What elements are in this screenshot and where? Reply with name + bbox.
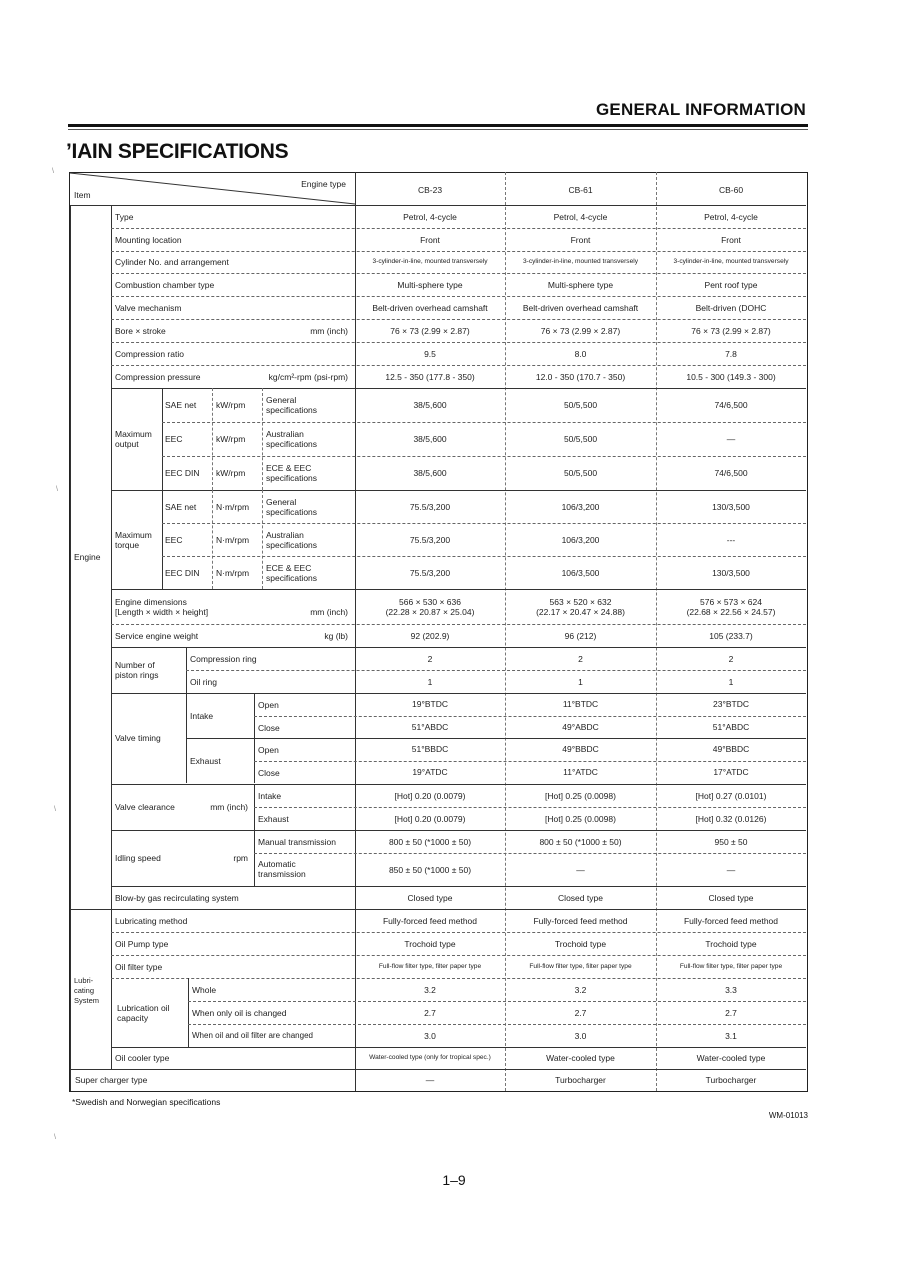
max-torque-spec: ECE & EEC [266,563,312,573]
max-torque-spec: specifications [266,507,318,517]
valve-timing-value: 49°BBDC [562,744,599,754]
valve-timing-value: 51°ABDC [712,722,750,732]
lub_method-value: Fully-forced feed method [382,916,478,926]
lub_method-label: Lubricating method [115,916,188,926]
comp_pressure-unit: kg/cm²-rpm (psi-rpm) [268,372,348,382]
row-divider [111,886,806,887]
valve-timing-value: 17°ATDC [713,767,749,777]
lubricating-system-group-label: cating [74,986,95,995]
row-divider [254,807,806,808]
lub-capacity-value: 3.2 [574,985,587,995]
row-divider [186,738,806,739]
valve-clearance-type: Intake [258,791,282,801]
max-torque-value: --- [726,535,736,545]
engine_dim-value: 563 × 520 × 632 [549,597,612,607]
valve_mech-label: Valve mechanism [115,303,182,313]
valve-timing-value: 19°ATDC [412,767,448,777]
oil_filter-value: Full-flow filter type, filter paper type [378,963,482,970]
row-divider [254,853,806,854]
row-divider [111,830,806,831]
valve-clearance-label: Valve clearance [115,802,175,812]
row-divider [186,670,806,671]
row-divider [111,647,806,648]
oil_pump-value: Trochoid type [554,939,607,949]
engine_dim-value: 576 × 573 × 624 [700,597,762,607]
document-code: WM-01013 [768,1111,808,1120]
max-torque-value: 75.5/3,200 [409,535,451,545]
max-output-value: 38/5,600 [413,400,447,410]
max-output-value: 50/5,500 [563,468,598,478]
max-torque-label: torque [115,540,140,550]
max-torque-spec: specifications [266,573,318,583]
comp_pressure-value: 12.0 - 350 (170.7 - 350) [535,372,626,382]
max-output-unit: kW/rpm [216,400,246,410]
max-torque-standard: SAE net [165,502,197,512]
engine_dim-label: [Length × width × height] [115,607,209,617]
bore-value: 76 × 73 (2.99 × 2.87) [540,326,621,336]
blowby-value: Closed type [407,893,453,903]
engine_dim-unit: mm (inch) [310,607,348,617]
column-divider [162,388,163,490]
scan-mark-icon: \ [52,168,54,175]
max-output-value: 74/6,500 [714,468,748,478]
max-output-spec: specifications [266,405,318,415]
footnote: *Swedish and Norwegian specifications [72,1097,221,1107]
comp_pressure-label: Compression pressure [115,372,201,382]
row-divider [111,228,806,229]
row-divider [111,784,806,785]
engine_dim-value: (22.68 × 22.56 × 24.57) [686,607,776,617]
max-torque-spec: Australian [266,530,304,540]
lub-capacity-value: 2.7 [725,1008,737,1018]
max-torque-spec: General [266,497,297,507]
mounting-value: Front [570,235,591,245]
comp_ratio-value: 8.0 [574,349,587,359]
valve-timing-value: 11°BTDC [562,699,599,709]
engine_dim-label: Engine dimensions [115,597,187,607]
valve-clearance-value: [Hot] 0.27 (0.0101) [695,791,767,801]
oil_cooler-label: Oil cooler type [115,1053,170,1063]
comp_pressure-value: 10.5 - 300 (149.3 - 300) [686,372,776,382]
row-divider [111,490,806,491]
valve-timing-value: 49°BBDC [712,744,750,754]
valve-clearance-value: [Hot] 0.25 (0.0098) [545,791,616,801]
row-divider [111,251,806,252]
weight-value: 105 (233.7) [709,631,753,641]
section-header: GENERAL INFORMATION [596,100,806,119]
valve-timing-value: 49°ABDC [562,722,599,732]
chamber-value: Pent roof type [704,280,758,290]
bore-value: 76 × 73 (2.99 × 2.87) [390,326,470,336]
supercharger-value: — [425,1075,435,1085]
max-torque-value: 106/3,500 [561,568,600,578]
lub-capacity-label: Lubrication oil [117,1003,170,1013]
idling-speed-unit: rpm [233,853,248,863]
cylinder-value: 3-cylinder-in-line, mounted transversely [673,258,789,265]
piston-rings-label: Number of [115,660,155,670]
chamber-value: Multi-sphere type [547,280,614,290]
lub-capacity-value: 3.2 [424,985,436,995]
row-divider [111,273,806,274]
valve-clearance-value: [Hot] 0.25 (0.0098) [545,814,616,824]
valve-timing-value: 51°ABDC [411,722,449,732]
oil_cooler-value: Water-cooled type [696,1053,766,1063]
valve-clearance-value: [Hot] 0.20 (0.0079) [394,814,466,824]
piston-ring-value: 2 [578,654,583,664]
max-output-spec: ECE & EEC [266,463,312,473]
max-torque-value: 130/3,500 [712,568,750,578]
lub_method-value: Fully-forced feed method [533,916,628,926]
row-divider [70,1069,111,1070]
piston-ring-value: 2 [728,654,734,664]
lubricating-system-group-label: Lubri- [74,976,94,985]
max-torque-value: 75.5/3,200 [409,568,451,578]
column-divider [111,205,112,1069]
oil_filter-label: Oil filter type [115,962,163,972]
piston-ring-value: 2 [427,654,433,664]
piston-ring-value: 1 [578,677,583,687]
max-output-label: output [115,439,139,449]
mounting-value: Front [420,235,440,245]
idling-transmission: Manual transmission [258,837,336,847]
lubricating-system-group-label: System [74,996,100,1005]
max-output-value: 74/6,500 [714,400,748,410]
row-divider [70,909,111,910]
max-torque-standard: EEC [165,535,183,545]
lub-capacity-condition: When oil and oil filter are changed [192,1031,313,1040]
comp_ratio-value: 9.5 [424,349,436,359]
oil_filter-value: Full-flow filter type, filter paper type [529,963,632,970]
row-divider [188,1001,806,1002]
column-divider [262,388,263,490]
oil_pump-value: Trochoid type [404,939,456,949]
mounting-label: Mounting location [115,235,182,245]
row-divider [111,932,806,933]
row-divider [111,1069,806,1070]
max-output-spec: specifications [266,439,318,449]
blowby-label: Blow-by gas recirculating system [115,893,239,903]
idling-value: — [576,865,585,875]
page-title: ’IAIN SPECIFICATIONS [66,140,289,163]
comp_ratio-value: 7.8 [725,349,737,359]
weight-label: Service engine weight [115,631,199,641]
engine-group-label: Engine [74,552,101,562]
row-divider [162,556,806,557]
max-torque-unit: N·m/rpm [216,535,250,545]
valve-clearance-unit: mm (inch) [210,802,248,812]
lub-capacity-value: 2.7 [574,1008,587,1018]
supercharger-label: Super charger type [75,1075,148,1085]
header-rule [68,124,808,127]
max-output-value: 50/5,500 [563,434,598,444]
model-header: CB-23 [417,185,443,195]
max-torque-unit: N·m/rpm [216,502,250,512]
valve-timing-value: 23°BTDC [713,699,749,709]
weight-unit: kg (lb) [324,631,348,641]
engine_dim-value: 566 × 530 × 636 [399,597,461,607]
mounting-value: Front [721,235,741,245]
column-divider [212,490,213,589]
cylinder-value: 3-cylinder-in-line, mounted transversely [522,258,639,265]
valve-timing-value: 19°BTDC [412,699,448,709]
lub-capacity-value: 3.3 [725,985,737,995]
valve_mech-value: Belt-driven (DOHC [695,303,767,313]
type-label: Type [115,212,134,222]
type-value: Petrol, 4-cycle [403,212,457,222]
blowby-value: Closed type [558,893,603,903]
lub-capacity-value: 3.1 [725,1031,737,1041]
oil_pump-label: Oil Pump type [115,939,169,949]
max-output-standard: EEC [165,434,183,444]
row-divider [188,1024,806,1025]
idling-value: 800 ± 50 (*1000 ± 50) [539,837,622,847]
row-divider [162,523,806,524]
idling-transmission: Automatic [258,859,296,869]
max-torque-unit: N·m/rpm [216,568,250,578]
idling-speed-label: Idling speed [115,853,161,863]
bore-unit: mm (inch) [310,326,348,336]
max-torque-spec: specifications [266,540,318,550]
max-output-value: 38/5,600 [413,434,447,444]
valve-timing-event: Close [258,723,280,733]
max-output-standard: SAE net [165,400,197,410]
valve-timing-event: Open [258,745,279,755]
cylinder-value: 3-cylinder-in-line, mounted transversely [372,258,488,265]
engine_dim-value: (22.28 × 20.87 × 25.04) [385,607,475,617]
lub-capacity-value: 2.7 [424,1008,436,1018]
header-rule-thin [68,129,808,130]
max-output-spec: General [266,395,297,405]
page-number: 1–9 [442,1172,466,1188]
max-output-spec: Australian [266,429,304,439]
row-divider [111,365,806,366]
max-output-label: Maximum [115,429,152,439]
lub-capacity-condition: Whole [192,985,217,995]
max-output-standard: EEC DIN [165,468,200,478]
row-divider [254,761,806,762]
type-value: Petrol, 4-cycle [553,212,608,222]
piston-ring-value: 1 [427,677,433,687]
valve-clearance-value: [Hot] 0.20 (0.0079) [394,791,466,801]
valve-clearance-value: [Hot] 0.32 (0.0126) [695,814,767,824]
chamber-label: Combustion chamber type [115,280,215,290]
bore-label: Bore × stroke [115,326,166,336]
row-divider [111,955,806,956]
max-output-spec: specifications [266,473,318,483]
row-divider [111,978,806,979]
max-output-unit: kW/rpm [216,468,246,478]
oil_cooler-value: Water-cooled type (only for tropical spec.) [369,1054,491,1061]
idling-value: — [726,865,736,875]
max-torque-value: 106/3,200 [561,502,600,512]
idling-value: 850 ± 50 (*1000 ± 50) [388,865,472,875]
column-divider [262,490,263,589]
oil_filter-value: Full-flow filter type, filter paper type [679,963,783,970]
scan-mark-icon: \ [54,806,56,813]
comp_pressure-value: 12.5 - 350 (177.8 - 350) [385,372,475,382]
lub_method-value: Fully-forced feed method [683,916,779,926]
row-divider [162,456,806,457]
valve-timing-event: Open [258,700,279,710]
model-header: CB-60 [718,185,744,195]
row-divider [111,589,806,590]
header-engine-type: Engine type [301,179,346,189]
idling-transmission: transmission [258,869,306,879]
supercharger-value: Turbocharger [705,1075,757,1085]
engine_dim-value: (22.17 × 20.47 × 24.88) [536,607,625,617]
piston-ring-value: 1 [728,677,734,687]
max-output-value: — [726,434,736,444]
model-header: CB-61 [568,185,593,195]
column-divider [254,830,255,886]
type-value: Petrol, 4-cycle [704,212,758,222]
row-divider [111,624,806,625]
oil_pump-value: Trochoid type [705,939,757,949]
scan-mark-icon: \ [54,1134,56,1141]
row-divider [111,909,806,910]
valve-timing-value: 11°ATDC [563,767,598,777]
lub-capacity-value: 3.0 [424,1031,436,1041]
piston-rings-label: piston rings [115,670,159,680]
valve-timing-intake: Intake [190,710,214,721]
row-divider [111,319,806,320]
comp_ratio-label: Compression ratio [115,349,184,359]
oil_cooler-value: Water-cooled type [546,1053,615,1063]
column-divider [212,388,213,490]
row-divider [162,422,806,423]
max-torque-standard: EEC DIN [165,568,200,578]
weight-value: 92 (202.9) [410,631,450,641]
column-divider [188,978,189,1047]
header-item: Item [74,190,91,200]
scan-mark-icon: \ [56,486,58,493]
max-output-value: 50/5,500 [563,400,598,410]
header-diagonal [70,172,356,206]
row-divider [111,296,806,297]
row-divider [111,693,806,694]
lub-capacity-condition: When only oil is changed [192,1008,287,1018]
weight-value: 96 (212) [564,631,597,641]
valve-timing-event: Close [258,768,280,778]
valve_mech-value: Belt-driven overhead camshaft [522,303,639,313]
piston-ring-type: Oil ring [190,677,217,687]
lub-capacity-value: 3.0 [574,1031,587,1041]
column-divider [162,490,163,589]
row-divider [111,1047,806,1048]
valve-timing-exhaust: Exhaust [190,755,221,766]
column-divider [70,205,71,1091]
bore-value: 76 × 73 (2.99 × 2.87) [691,326,771,336]
cylinder-label: Cylinder No. and arrangement [115,257,229,267]
row-divider [111,388,806,389]
valve-clearance-type: Exhaust [258,814,289,824]
max-torque-label: Maximum [115,530,152,540]
row-divider [111,342,806,343]
piston-ring-type: Compression ring [190,654,257,664]
chamber-value: Multi-sphere type [397,280,463,290]
valve-timing-label: Valve timing [115,733,161,743]
max-torque-value: 75.5/3,200 [409,502,451,512]
idling-value: 800 ± 50 (*1000 ± 50) [388,837,472,847]
max-torque-value: 130/3,500 [712,502,750,512]
supercharger-value: Turbocharger [555,1075,606,1085]
idling-value: 950 ± 50 [714,837,748,847]
valve_mech-value: Belt-driven overhead camshaft [372,303,488,313]
blowby-value: Closed type [708,893,754,903]
row-divider [254,716,806,717]
lub-capacity-label: capacity [117,1013,149,1023]
max-output-unit: kW/rpm [216,434,246,444]
max-torque-value: 106/3,200 [561,535,600,545]
max-output-value: 38/5,600 [413,468,447,478]
valve-timing-value: 51°BBDC [411,744,449,754]
